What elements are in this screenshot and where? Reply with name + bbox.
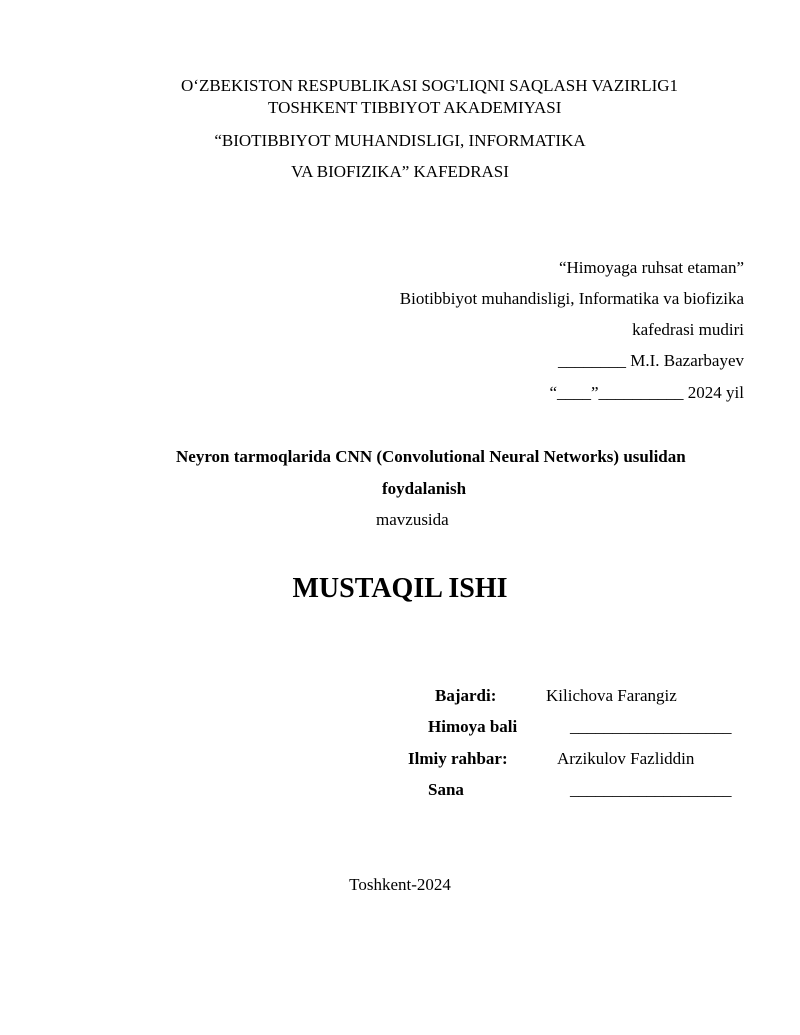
grade-value: ___________________ xyxy=(570,717,732,736)
place-year: Toshkent-2024 xyxy=(349,875,451,894)
topic-line-2: foydalanish xyxy=(382,479,467,498)
topic-subtitle: mavzusida xyxy=(376,510,449,529)
advisor-label: Ilmiy rahbar: xyxy=(408,749,508,768)
academy-line: TOSHKENT TIBBIYOT AKADEMIYASI xyxy=(268,98,562,117)
topic-line-1: Neyron tarmoqlarida CNN (Convolutional Neural Networks) usulidan xyxy=(176,447,686,466)
approval-role: kafedrasi mudiri xyxy=(632,320,744,339)
document-title: MUSTAQIL ISHI xyxy=(292,573,508,604)
approval-date: “____”__________ 2024 yil xyxy=(549,383,744,402)
date-value: ___________________ xyxy=(570,780,732,799)
department-line-1: “BIOTIBBIYOT MUHANDISLIGI, INFORMATIKA xyxy=(214,131,586,150)
date-label: Sana xyxy=(428,780,464,799)
approval-signature: ________ M.I. Bazarbayev xyxy=(557,351,744,370)
advisor-value: Arzikulov Fazliddin xyxy=(557,749,695,768)
approval-department: Biotibbiyot muhandisligi, Informatika va biofizika xyxy=(399,289,744,308)
performer-value: Kilichova Farangiz xyxy=(546,686,677,705)
performer-label: Bajardi: xyxy=(435,686,497,705)
grade-label: Himoya bali xyxy=(428,717,518,736)
ministry-line: O‘ZBEKISTON RESPUBLIKASI SOG'LIQNI SAQLASH VAZIRLIG1 xyxy=(181,76,679,95)
approval-phrase: “Himoyaga ruhsat etaman” xyxy=(558,258,744,277)
department-line-2: VA BIOFIZIKA” KAFEDRASI xyxy=(291,162,509,181)
